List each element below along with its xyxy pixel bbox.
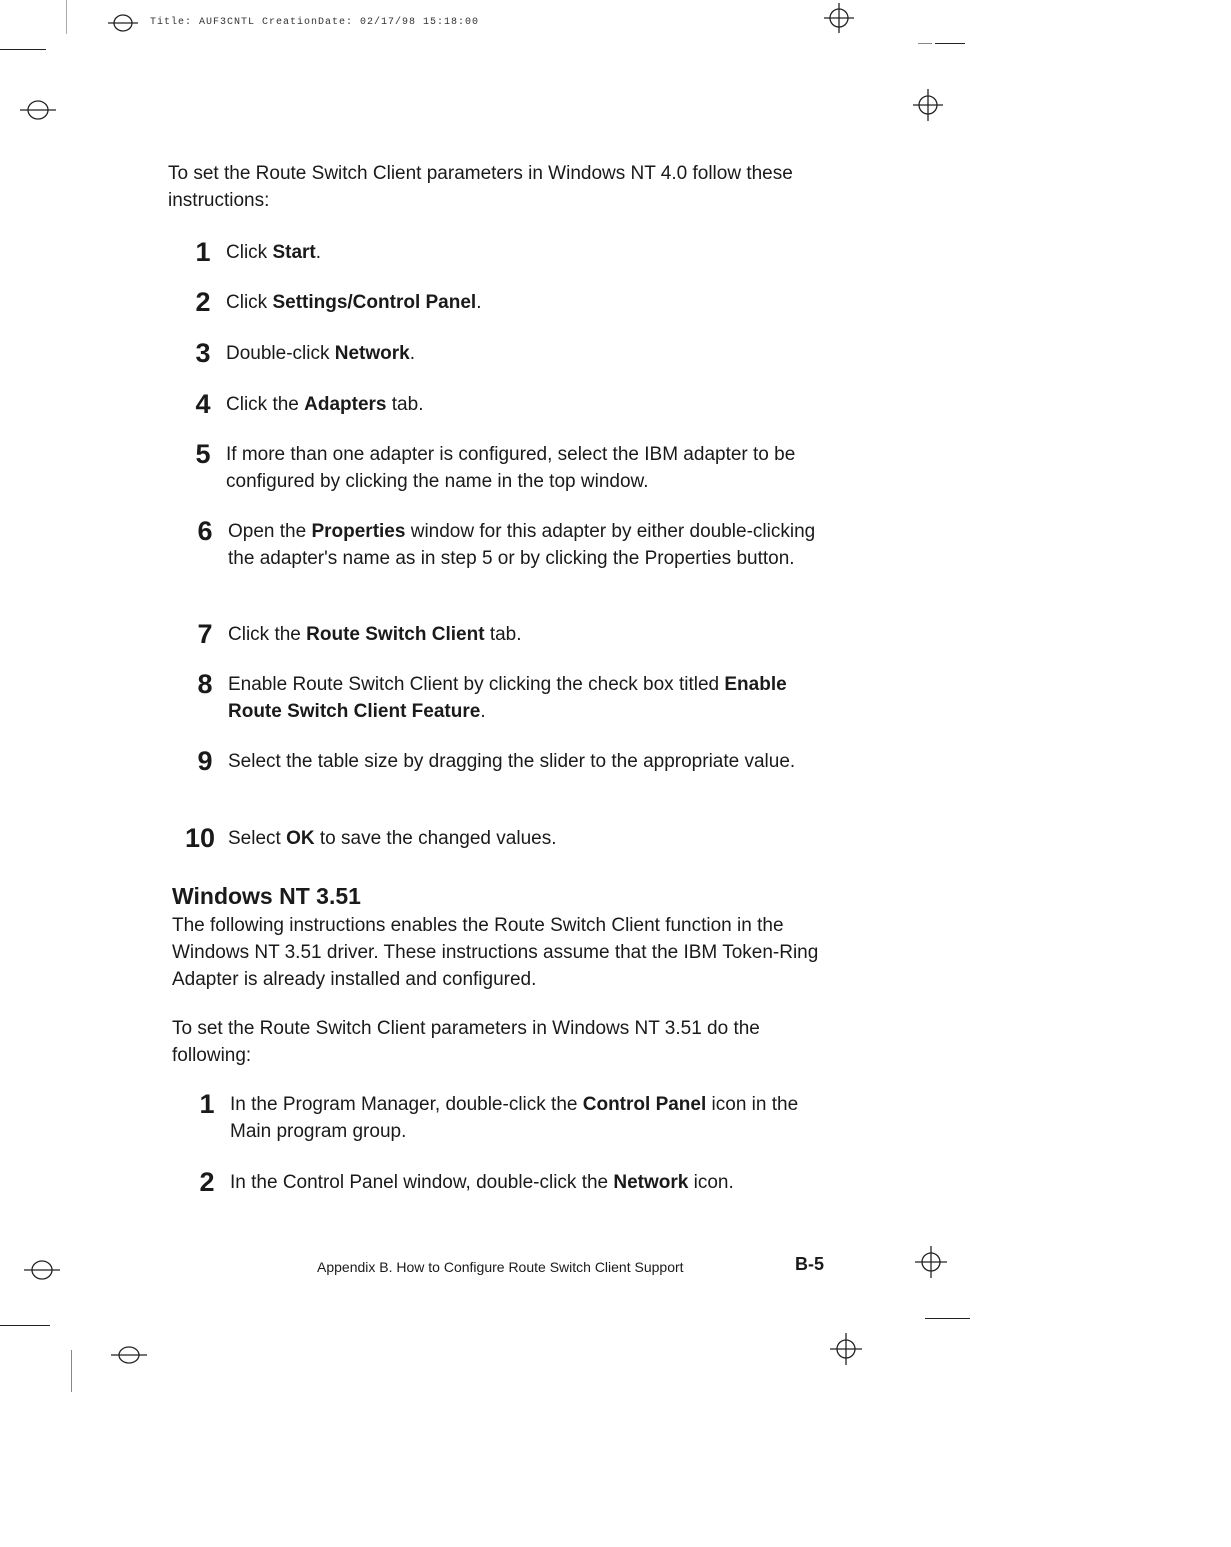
running-footer: Appendix B. How to Configure Route Switch Client Support	[317, 1259, 684, 1275]
list-item	[180, 238, 820, 266]
step-text: Click the Route Switch Client tab.	[228, 624, 522, 645]
section-instructions-paragraph: To set the Route Switch Client parameters in Windows NT 3.51 do the following:	[172, 1018, 760, 1066]
step-number: 4	[195, 389, 211, 419]
registration-mark-icon	[915, 1246, 947, 1278]
step-text: Select the table size by dragging the slider to the appropriate value.	[228, 751, 796, 772]
step-text: Click Settings/Control Panel.	[226, 292, 482, 313]
step-number: 1	[199, 1089, 215, 1119]
step-number: 10	[184, 823, 216, 853]
list-item	[182, 517, 822, 572]
intro-paragraph: To set the Route Switch Client parameters in Windows NT 4.0 follow these instructions:	[168, 163, 793, 211]
step-number: 2	[195, 287, 211, 317]
document-meta-line: Title: AUF3CNTL CreationDate: 02/17/98 15:18:00	[150, 17, 480, 28]
registration-mark-icon	[20, 96, 56, 124]
crop-rule	[918, 43, 932, 44]
crop-rule	[71, 1350, 72, 1392]
section-intro-paragraph: The following instructions enables the Route Switch Client function in the Windows NT 3.51 driver. These instructions assume that the IBM Token-Ring Adapter is already installed and configured.	[172, 915, 819, 990]
step-text: Enable Route Switch Client by clicking the check box titled Enable Route Switch Client Feature.	[228, 674, 787, 722]
step-number: 2	[199, 1167, 215, 1197]
list-item	[184, 1090, 824, 1145]
list-item	[180, 390, 820, 418]
list-item	[180, 288, 820, 316]
crop-rule	[935, 43, 965, 44]
registration-mark-icon	[824, 3, 854, 33]
step-text: If more than one adapter is configured, select the IBM adapter to be configured by clicking the name in the top window.	[226, 444, 796, 492]
registration-mark-icon	[830, 1333, 862, 1365]
step-text: Click the Adapters tab.	[226, 394, 424, 415]
registration-mark-icon	[913, 89, 943, 121]
step-text: In the Control Panel window, double-click the Network icon.	[230, 1172, 734, 1193]
step-text: Select OK to save the changed values.	[228, 828, 557, 849]
registration-mark-icon	[111, 1342, 147, 1368]
crop-rule	[66, 0, 67, 34]
registration-mark-icon	[24, 1256, 60, 1284]
step-text: In the Program Manager, double-click the Control Panel icon in the Main program group.	[230, 1094, 799, 1142]
list-item	[182, 747, 822, 775]
step-number: 1	[195, 237, 211, 267]
list-item	[180, 339, 820, 367]
list-item	[184, 1168, 824, 1196]
registration-mark-icon	[915, 1545, 916, 1546]
page-number: B-5	[795, 1254, 825, 1274]
section-heading: Windows NT 3.51	[172, 883, 361, 909]
step-text: Double-click Network.	[226, 343, 416, 364]
list-item	[182, 620, 822, 648]
list-item	[180, 440, 820, 495]
crop-rule	[0, 1325, 50, 1326]
step-text: Click Start.	[226, 242, 322, 263]
step-number: 8	[197, 669, 213, 699]
crop-rule	[0, 49, 46, 50]
registration-mark-icon	[108, 10, 138, 36]
step-number: 5	[195, 439, 211, 469]
crop-rule	[925, 1318, 970, 1319]
list-item	[182, 670, 822, 725]
step-number: 9	[197, 746, 213, 776]
step-text: Open the Properties window for this adapter by either double-clicking the adapter's name as in step 5 or by clicking the Properties button.	[228, 521, 816, 569]
step-number: 3	[195, 338, 211, 368]
list-item	[172, 824, 812, 852]
step-number: 7	[197, 619, 213, 649]
step-number: 6	[197, 516, 213, 546]
